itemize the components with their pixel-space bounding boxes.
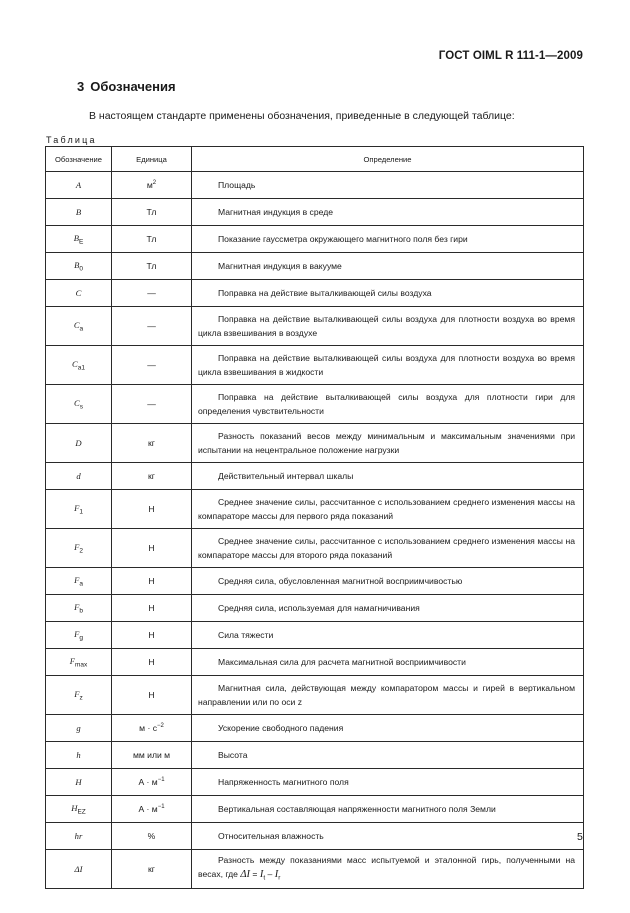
symbol-cell bbox=[46, 346, 112, 385]
definition-text: Вертикальная составляющая напряженности магнитного поля Земли bbox=[218, 804, 496, 814]
symbol-cell bbox=[46, 199, 112, 226]
unit-exponent: −2 bbox=[157, 723, 164, 730]
definition-cell bbox=[192, 490, 584, 529]
definition-cell bbox=[192, 769, 584, 796]
symbol-cell bbox=[46, 253, 112, 280]
table-body bbox=[46, 172, 584, 889]
unit-text: — bbox=[147, 288, 156, 298]
symbol-text: F bbox=[74, 688, 80, 699]
symbol-subscript: max bbox=[74, 661, 88, 669]
definition-cell bbox=[192, 568, 584, 595]
unit-text: Н bbox=[148, 504, 155, 514]
symbol-cell bbox=[46, 742, 112, 769]
unit-text: кг bbox=[148, 864, 155, 874]
symbol-cell bbox=[46, 385, 112, 424]
definition-cell bbox=[192, 715, 584, 742]
symbol-text: D bbox=[75, 438, 82, 448]
column-header-symbol: Обозначение bbox=[46, 147, 112, 172]
unit-cell bbox=[112, 346, 192, 385]
unit-cell bbox=[112, 769, 192, 796]
symbol-text: H bbox=[75, 777, 82, 787]
symbol-text: F bbox=[74, 541, 80, 552]
definition-text: Сила тяжести bbox=[218, 630, 274, 640]
formula-t1: I bbox=[259, 868, 264, 880]
table-row bbox=[46, 172, 584, 199]
table-row bbox=[46, 676, 584, 715]
definition-text: Высота bbox=[218, 750, 248, 760]
definition-text: Поправка на действие выталкивающей силы воздуха для плотности воздуха во время цикла взвешивания в жидкости bbox=[198, 353, 575, 377]
symbol-cell bbox=[46, 490, 112, 529]
symbol-text: H bbox=[71, 802, 78, 813]
symbol-text: C bbox=[75, 288, 82, 298]
section-number: 3 bbox=[77, 79, 85, 94]
unit-cell bbox=[112, 529, 192, 568]
unit-cell bbox=[112, 568, 192, 595]
table-row bbox=[46, 253, 584, 280]
column-header-unit: Единица bbox=[112, 147, 192, 172]
definition-text: Напряженность магнитного поля bbox=[218, 777, 349, 787]
unit-text: — bbox=[147, 321, 156, 331]
unit-exponent: −1 bbox=[157, 804, 165, 811]
definition-cell bbox=[192, 385, 584, 424]
formula-t1-sub: t bbox=[263, 874, 266, 882]
table-row bbox=[46, 199, 584, 226]
formula-lhs: ΔI bbox=[240, 868, 251, 880]
table-row bbox=[46, 649, 584, 676]
table-row bbox=[46, 850, 584, 889]
symbol-subscript: b bbox=[79, 607, 83, 615]
symbol-text: F bbox=[74, 574, 80, 585]
definition-text: Поправка на действие выталкивающей силы воздуха для плотности воздуха во время цикла взвешивания в воздухе bbox=[198, 314, 575, 338]
formula-eq: = bbox=[250, 868, 260, 879]
symbol-text: d bbox=[76, 471, 81, 481]
definition-cell bbox=[192, 850, 584, 889]
definition-text: Средняя сила, обусловленная магнитной восприимчивостью bbox=[218, 576, 463, 586]
symbol-text: C bbox=[74, 397, 80, 408]
definition-cell bbox=[192, 226, 584, 253]
unit-text: А · м bbox=[138, 777, 158, 787]
unit-text: А · м bbox=[138, 804, 158, 814]
unit-text: Н bbox=[148, 657, 155, 667]
unit-text: Тл bbox=[146, 207, 157, 217]
symbol-cell bbox=[46, 769, 112, 796]
unit-text: Н bbox=[148, 690, 155, 700]
definition-cell bbox=[192, 796, 584, 823]
definition-text: Среднее значение силы, рассчитанное с использованием среднего изменения массы на компараторе массы для первого ряда показаний bbox=[198, 497, 575, 521]
formula-t2: I bbox=[274, 868, 279, 880]
unit-text: % bbox=[147, 831, 156, 841]
symbol-text: F bbox=[74, 628, 80, 639]
symbol-subscript: EZ bbox=[77, 808, 86, 816]
unit-cell bbox=[112, 595, 192, 622]
symbol-subscript: s bbox=[79, 403, 83, 411]
symbol-text: B bbox=[75, 207, 82, 217]
symbol-text: B bbox=[74, 259, 80, 270]
table-caption: Таблица bbox=[46, 135, 97, 145]
section-heading bbox=[77, 79, 176, 94]
unit-text: Н bbox=[148, 630, 155, 640]
unit-cell bbox=[112, 385, 192, 424]
unit-cell bbox=[112, 226, 192, 253]
definition-cell bbox=[192, 424, 584, 463]
unit-exponent: 2 bbox=[152, 180, 157, 187]
table-row bbox=[46, 568, 584, 595]
unit-cell bbox=[112, 424, 192, 463]
table-row bbox=[46, 622, 584, 649]
definition-text: Поправка на действие выталкивающей силы воздуха bbox=[218, 288, 432, 298]
definition-cell bbox=[192, 529, 584, 568]
unit-cell bbox=[112, 676, 192, 715]
definition-cell bbox=[192, 676, 584, 715]
unit-text: м · с bbox=[139, 723, 157, 733]
unit-cell bbox=[112, 823, 192, 850]
table-row bbox=[46, 346, 584, 385]
unit-text: Н bbox=[148, 576, 155, 586]
table-row bbox=[46, 823, 584, 850]
definition-text: Ускорение свободного падения bbox=[218, 723, 344, 733]
symbol-subscript: E bbox=[78, 238, 84, 246]
definition-text: Магнитная индукция в вакууме bbox=[218, 261, 342, 271]
unit-text: — bbox=[147, 360, 156, 370]
table-row bbox=[46, 463, 584, 490]
unit-text: Тл bbox=[146, 234, 157, 244]
definition-cell bbox=[192, 346, 584, 385]
definition-text: Действительный интервал шкалы bbox=[218, 471, 354, 481]
table-row bbox=[46, 424, 584, 463]
standard-header: ГОСТ OIML R 111-1—2009 bbox=[438, 50, 583, 62]
symbol-cell bbox=[46, 226, 112, 253]
formula bbox=[238, 868, 281, 882]
symbol-subscript: 2 bbox=[79, 547, 83, 555]
symbol-text: h bbox=[76, 750, 81, 760]
symbol-subscript: 1 bbox=[79, 508, 83, 516]
definition-text: Относительная влажность bbox=[218, 831, 324, 841]
definition-text: Площадь bbox=[218, 180, 256, 190]
unit-cell bbox=[112, 307, 192, 346]
symbol-cell bbox=[46, 622, 112, 649]
table-row bbox=[46, 796, 584, 823]
table-row bbox=[46, 280, 584, 307]
definition-text: Магнитная сила, действующая между компаратором массы и гирей в вертикальном направлении или по оси z bbox=[198, 683, 575, 707]
unit-exponent: −1 bbox=[157, 777, 165, 784]
page-number: 5 bbox=[577, 831, 583, 843]
table-row bbox=[46, 307, 584, 346]
unit-cell bbox=[112, 172, 192, 199]
definition-cell bbox=[192, 172, 584, 199]
unit-text: Н bbox=[148, 543, 155, 553]
column-header-definition: Определение bbox=[192, 147, 584, 172]
symbol-text: ΔI bbox=[74, 864, 83, 874]
symbol-subscript: 0 bbox=[79, 265, 83, 273]
formula-minus: – bbox=[265, 868, 275, 879]
definition-cell bbox=[192, 595, 584, 622]
table-row bbox=[46, 226, 584, 253]
definition-cell bbox=[192, 253, 584, 280]
symbol-subscript: a bbox=[79, 325, 84, 333]
symbol-cell bbox=[46, 796, 112, 823]
unit-text: — bbox=[147, 399, 156, 409]
unit-cell bbox=[112, 490, 192, 529]
symbol-text: g bbox=[76, 723, 81, 733]
table-row bbox=[46, 742, 584, 769]
symbol-text: B bbox=[73, 232, 79, 243]
formula-t2-sub: r bbox=[278, 874, 281, 882]
table-header-row bbox=[46, 147, 584, 172]
symbol-cell bbox=[46, 307, 112, 346]
symbol-cell bbox=[46, 595, 112, 622]
symbol-cell bbox=[46, 568, 112, 595]
unit-cell bbox=[112, 280, 192, 307]
table-row bbox=[46, 490, 584, 529]
symbol-cell bbox=[46, 424, 112, 463]
symbol-cell bbox=[46, 676, 112, 715]
definition-cell bbox=[192, 280, 584, 307]
definition-cell bbox=[192, 649, 584, 676]
definition-text: Поправка на действие выталкивающей силы воздуха для плотности гири для определения чувствительности bbox=[198, 392, 575, 416]
symbol-cell bbox=[46, 649, 112, 676]
table-row bbox=[46, 595, 584, 622]
table-row bbox=[46, 769, 584, 796]
unit-cell bbox=[112, 796, 192, 823]
symbol-cell bbox=[46, 715, 112, 742]
definition-cell bbox=[192, 622, 584, 649]
symbol-cell bbox=[46, 172, 112, 199]
symbol-subscript: a bbox=[79, 580, 83, 588]
definition-cell bbox=[192, 199, 584, 226]
definition-cell bbox=[192, 463, 584, 490]
unit-cell bbox=[112, 742, 192, 769]
unit-text: Тл bbox=[146, 261, 157, 271]
definition-text: Магнитная индукция в среде bbox=[218, 207, 334, 217]
unit-cell bbox=[112, 199, 192, 226]
symbol-cell bbox=[46, 463, 112, 490]
definition-text: Показание гауссметра окружающего магнитного поля без гири bbox=[218, 234, 468, 244]
definition-text: Максимальная сила для расчета магнитной восприимчивости bbox=[218, 657, 466, 667]
symbol-cell bbox=[46, 529, 112, 568]
unit-text: Н bbox=[148, 603, 155, 613]
symbol-subscript: z bbox=[79, 694, 83, 702]
table-row bbox=[46, 715, 584, 742]
symbol-text: F bbox=[74, 601, 80, 612]
symbol-text: F bbox=[69, 655, 75, 666]
unit-text: кг bbox=[148, 438, 155, 448]
table-row bbox=[46, 529, 584, 568]
definition-text: Средняя сила, используемая для намагничивания bbox=[218, 603, 420, 613]
symbol-text: C bbox=[72, 358, 78, 369]
symbols-table bbox=[45, 146, 584, 889]
symbol-text: A bbox=[75, 180, 82, 190]
symbol-subscript: g bbox=[79, 634, 83, 642]
unit-cell bbox=[112, 253, 192, 280]
symbol-cell bbox=[46, 823, 112, 850]
unit-text: м bbox=[146, 180, 153, 190]
definition-cell bbox=[192, 742, 584, 769]
definition-text: Разность показаний весов между минимальным и максимальным значениями при испытании на нецентральное положение нагрузки bbox=[198, 431, 575, 455]
unit-cell bbox=[112, 715, 192, 742]
symbol-subscript: a1 bbox=[77, 364, 85, 372]
definition-cell bbox=[192, 307, 584, 346]
definition-text: Разность между показаниями масс испытуемой и эталонной гирь, полученными на весах, где bbox=[198, 854, 575, 879]
definition-text: Среднее значение силы, рассчитанное с использованием среднего изменения массы на компараторе массы для второго ряда показаний bbox=[198, 536, 575, 560]
symbol-cell bbox=[46, 280, 112, 307]
symbol-cell bbox=[46, 850, 112, 889]
unit-cell bbox=[112, 463, 192, 490]
intro-paragraph: В настоящем стандарте применены обозначения, приведенные в следующей таблице: bbox=[89, 110, 515, 122]
symbol-text: hr bbox=[74, 831, 83, 841]
definition-cell bbox=[192, 823, 584, 850]
table-row bbox=[46, 385, 584, 424]
symbol-text: F bbox=[74, 502, 80, 513]
unit-cell bbox=[112, 649, 192, 676]
unit-cell bbox=[112, 850, 192, 889]
unit-text: кг bbox=[148, 471, 155, 481]
unit-cell bbox=[112, 622, 192, 649]
section-title-text: Обозначения bbox=[90, 79, 176, 94]
unit-text: мм или м bbox=[132, 750, 171, 760]
symbol-text: C bbox=[73, 319, 80, 330]
